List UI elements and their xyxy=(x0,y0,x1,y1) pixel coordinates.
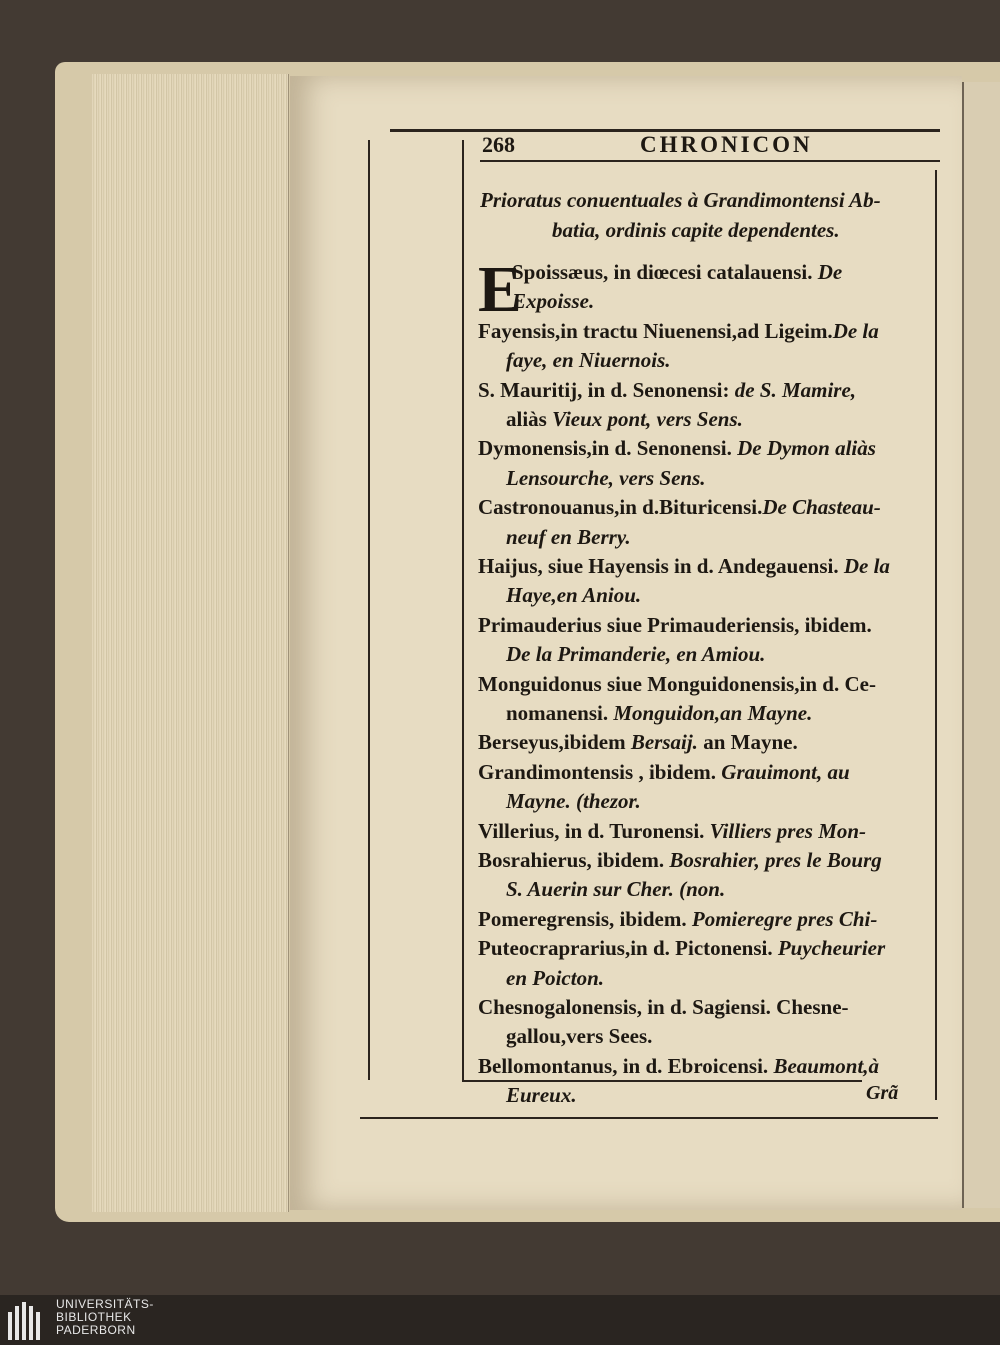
line-latin-text: Primauderius siue Primauderiensis, ibidem. xyxy=(478,612,872,637)
line-latin-text: Fayensis,in tractu Niuenensi,ad Ligeim. xyxy=(478,318,833,343)
logo-line-1: UNIVERSITÄTS- xyxy=(56,1297,154,1311)
line-latin-text: Dymonensis,in d. Senonensi. xyxy=(478,436,738,461)
line-latin-text: aliàs xyxy=(506,407,553,431)
line-vernacular-text: Puycheurier xyxy=(777,936,886,961)
catchword: Grã xyxy=(866,1082,899,1104)
text-line xyxy=(478,552,936,581)
logo-line-3: PADERBORN xyxy=(56,1323,136,1337)
line-vernacular-text: Grauimont, au xyxy=(721,759,850,784)
line-latin-text: Monguidonus siue Monguidonensis,in d. Ce- xyxy=(478,671,876,696)
library-logo-icon xyxy=(8,1300,48,1340)
line-latin-text: S. Mauritij, in d. Senonensi: xyxy=(478,377,735,402)
text-line xyxy=(478,993,936,1022)
text-line xyxy=(506,405,936,434)
line-vernacular-text: De la xyxy=(832,318,879,343)
line-latin-text: Villerius, in d. Turonensi. xyxy=(478,818,710,843)
facing-page-edge xyxy=(962,82,1000,1208)
line-latin-text: Chesnogalonensis, in d. Sagiensi. Chesne- xyxy=(478,995,849,1019)
outer-left-rule xyxy=(368,140,370,1080)
text-line xyxy=(512,287,942,316)
line-vernacular-text: Mayne. (thezor. xyxy=(506,789,641,814)
text-line xyxy=(478,817,936,846)
logo-line-2: BIBLIOTHEK xyxy=(56,1310,132,1324)
line-vernacular-text: De Chasteau- xyxy=(762,495,881,520)
line-latin-text: Puteocraprarius,in d. Pictonensi. xyxy=(478,936,778,961)
line-vernacular-text: neuf en Berry. xyxy=(506,524,631,549)
text-line xyxy=(506,464,936,493)
page-number: 268 xyxy=(482,132,515,157)
text-line xyxy=(478,1052,936,1081)
text-line xyxy=(478,728,936,757)
line-latin-text: Berseyus,ibidem xyxy=(478,730,631,755)
bottom-rule xyxy=(360,1117,938,1119)
text-line xyxy=(506,964,936,993)
line-latin-text: gallou,vers Sees. xyxy=(506,1024,653,1049)
line-vernacular-text: Villiers pres Mon- xyxy=(709,818,867,843)
line-vernacular-text: Bersaij. xyxy=(630,730,698,755)
line-latin-text: Pomeregrensis, ibidem. xyxy=(478,906,692,931)
line-vernacular-text: en Poicton. xyxy=(506,965,604,990)
text-line xyxy=(478,758,936,787)
header-rule xyxy=(480,160,940,162)
line-vernacular-text: Bosrahier, pres le Bourg xyxy=(669,848,882,872)
line-latin-text: Spoissæus, in diœcesi catalauensi. xyxy=(512,260,818,284)
line-latin-text: Grandimontensis , ibidem. xyxy=(478,759,722,784)
running-title: CHRONICON xyxy=(640,132,813,157)
line-vernacular-text: Beaumont,à xyxy=(773,1053,880,1078)
text-line xyxy=(506,640,936,669)
library-logo-text xyxy=(56,1298,154,1337)
text-line xyxy=(478,317,936,346)
drop-cap: E xyxy=(478,253,523,326)
line-vernacular-text: De Dymon aliàs xyxy=(737,436,876,461)
line-vernacular-text: Vieux pont, vers Sens. xyxy=(552,407,743,431)
line-trailing-text: an Mayne. xyxy=(697,730,798,755)
line-vernacular-text: De la xyxy=(843,554,890,578)
line-latin-text: Castronouanus,in d.Bituricensi. xyxy=(478,495,763,520)
text-line xyxy=(478,434,936,463)
section-heading-line-2: batia, ordinis capite dependentes. xyxy=(552,218,840,242)
text-line xyxy=(506,523,936,552)
text-line xyxy=(506,1022,936,1051)
line-vernacular-text: Pomieregre pres Chi- xyxy=(691,906,878,931)
text-line xyxy=(478,376,936,405)
line-vernacular-text: De la Primanderie, en Amiou. xyxy=(506,642,766,667)
text-line xyxy=(506,787,936,816)
text-line xyxy=(506,875,936,904)
section-heading-line-1: Prioratus conuentuales à Grandimontensi Ab- xyxy=(480,188,881,212)
line-latin-text: nomanensi. xyxy=(506,701,614,725)
line-vernacular-text: faye, en Niuernois. xyxy=(506,348,671,373)
line-vernacular-text: Eureux. xyxy=(506,1083,577,1108)
line-vernacular-text: Expoisse. xyxy=(512,289,595,314)
line-vernacular-text: Lensourche, vers Sens. xyxy=(506,465,706,490)
line-latin-text: Bellomontanus, in d. Ebroicensi. xyxy=(478,1053,774,1078)
text-line xyxy=(478,670,936,699)
text-line xyxy=(478,493,936,522)
text-line xyxy=(506,346,936,375)
text-line xyxy=(478,905,936,934)
line-vernacular-text: Monguidon,an Mayne. xyxy=(613,701,813,725)
line-vernacular-text: S. Auerin sur Cher. (non. xyxy=(506,877,726,902)
line-vernacular-text: Haye,en Aniou. xyxy=(506,583,642,608)
left-frame-rule xyxy=(462,140,464,1080)
text-line xyxy=(478,846,936,875)
line-latin-text: Haijus, siue Hayensis in d. Andegauensi. xyxy=(478,554,844,578)
text-line xyxy=(478,611,936,640)
line-vernacular-text: De xyxy=(817,260,843,284)
text-line xyxy=(506,581,936,610)
text-line xyxy=(512,258,970,287)
page-edges xyxy=(92,74,289,1212)
text-line xyxy=(478,934,936,963)
line-vernacular-text: de S. Mamire, xyxy=(734,377,857,402)
line-latin-text: Bosrahierus, ibidem. xyxy=(478,848,670,872)
text-line xyxy=(506,699,936,728)
